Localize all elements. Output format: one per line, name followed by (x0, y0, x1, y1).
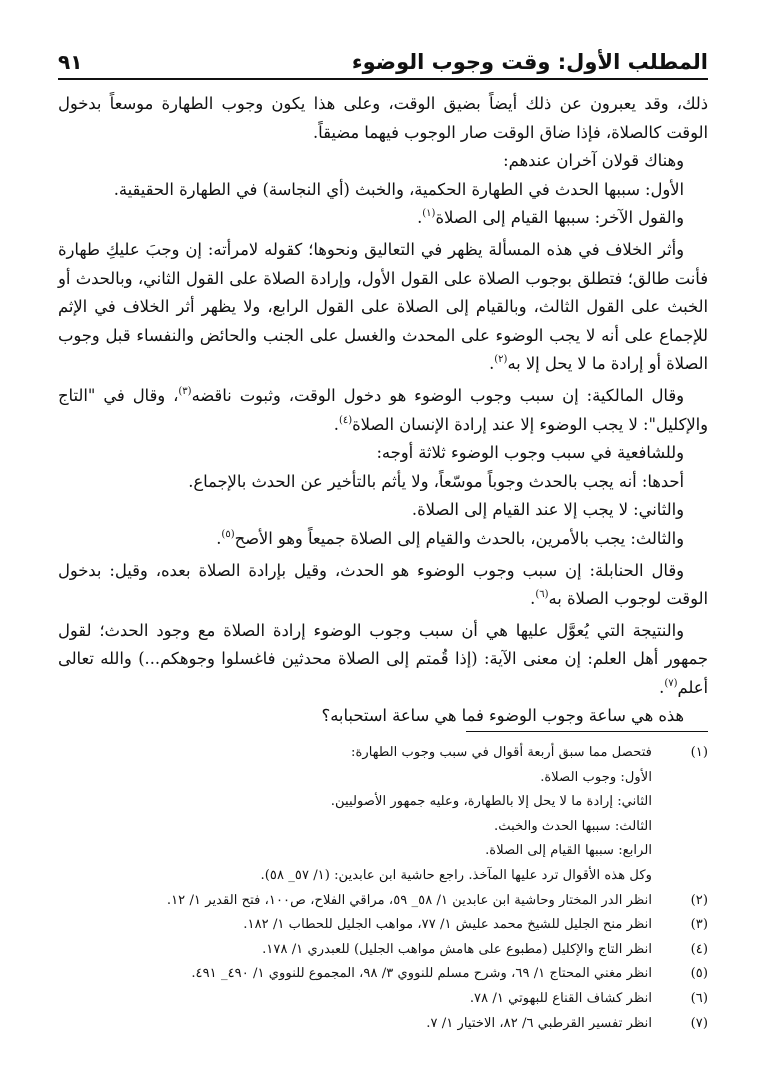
footnote-text: انظر منح الجليل للشيخ محمد عليش ١/ ٧٧، مواهب الجليل للحطاب ١/ ١٨٢. (243, 917, 652, 933)
footnote-text: انظر كشاف القناع للبهوتي ١/ ٧٨. (469, 990, 652, 1006)
footnote-text: انظر التاج والإكليل (مطبوع على هامش مواهب الجليل) للعبدري ١/ ١٧٨. (262, 941, 652, 957)
paragraph: ذلك، وقد يعبرون عن ذلك أيضاً بضيق الوقت، وعلى هذا يكون وجوب الطهارة موسعاً بدخول الوقت كالصلاة، فإذا ضاق الوقت صار الوجوب فيهما مضيقاً. (58, 94, 708, 142)
footnote-separator (466, 731, 708, 732)
footnote (58, 741, 708, 766)
footnote-number: (٦) (690, 990, 708, 1006)
footnote-number: (٧) (690, 1015, 708, 1031)
footnote-text: انظر تفسير القرطبي ٦/ ٨٢، الاختيار ١/ ٧. (426, 1015, 652, 1031)
footnote-ref[interactable]: (٧) (664, 677, 678, 689)
paragraph: والنتيجة التي يُعوَّل عليها هي أن سبب وجوب الوضوء إرادة الصلاة مع وجود الحدث؛ لقول جمهور أهل العلم: إن معنى الآية: (إذا قُمتم إلى الصلاة محدثين فاغسلوا وجوهكم...) والله تعالى أعلم$^{(٧)}$. (58, 620, 708, 697)
section-title: المطلب الأول: وقت وجوب الوضوء (351, 50, 708, 74)
paragraph: وقال المالكية: إن سبب وجوب الوضوء هو دخول الوقت، وثبوت ناقضه$^{(٣)}$، وقال في "التاج والإكليل": لا يجب الوضوء إلا عند إرادة الإنسان الصلاة$^{(٤)}$. (58, 385, 708, 434)
footnote-number: (٣) (690, 917, 708, 933)
footnote-number: (٥) (690, 966, 708, 982)
paragraph: الأول: سببها الحدث في الطهارة الحكمية، والخبث (أي النجاسة) في الطهارة الحقيقية. (113, 179, 684, 199)
footnote-text: فتحصل مما سبق أربعة أقوال في سبب وجوب الطهارة: (351, 745, 652, 760)
footnote-line: الثاني: إرادة ما لا يحل إلا بالطهارة، وعليه جمهور الأصوليين. (330, 794, 652, 810)
paragraph: والقول الآخر: سببها القيام إلى الصلاة$^{(١)}$. (417, 208, 684, 228)
footnote-ref[interactable]: (٥) (221, 528, 235, 540)
footnote-number: (٢) (690, 892, 708, 908)
footnote-text: انظر الدر المختار وحاشية ابن عابدين ١/ ٥٨_ ٥٩، مراقي الفلاح، ص١٠٠، فتح القدير ١/ ١٢. (166, 892, 652, 908)
paragraph: أحدها: أنه يجب بالحدث وجوباً موسّعاً، ولا يأثم بالتأخير عن الحدث بالإجماع. (188, 471, 684, 491)
footnote-line: وكل هذه الأقوال ترد عليها المآخذ. راجع حاشية ابن عابدين: (١/ ٥٧_ ٥٨). (260, 867, 652, 883)
footnote-ref[interactable]: (٦) (535, 589, 549, 601)
footnote (58, 913, 708, 938)
paragraph: والثالث: يجب بالأمرين، بالحدث والقيام إلى الصلاة جميعاً وهو الأصح$^{(٥)}$. (216, 528, 684, 548)
main-text (58, 90, 708, 731)
footnotes (58, 741, 708, 1036)
footnote (58, 938, 708, 963)
running-header (58, 44, 708, 80)
footnote-ref[interactable]: (١) (422, 208, 436, 220)
paragraph: هذه هي ساعة وجوب الوضوء فما هي ساعة استحبابه؟ (321, 706, 684, 726)
footnote-line: الرابع: سببها القيام إلى الصلاة. (485, 843, 652, 859)
footnote-number: (٤) (690, 941, 708, 957)
footnote (58, 987, 708, 1012)
footnote-ref[interactable]: (٣) (178, 385, 192, 397)
paragraph: وأثر الخلاف في هذه المسألة يظهر في التعاليق ونحوها؛ كقوله لامرأته: إن وجبَ عليكِ طهارة فأنت طالق؛ فتطلق بوجوب الصلاة على القول الأول، وإرادة الصلاة على القول الثاني، وبالحدث أو الخبث على القول الثالث، وبالقيام إلى الصلاة على القول الرابع، ولا يظهر أثر الخلاف في الإثم للإجماع على أنه لا يجب الوضوء على المحدث والغسل على الجنب والحائض والنفساء قبل وجوب الصلاة أو إرادة ما لا يحل إلا به$^{(٢)}$. (58, 239, 708, 374)
paragraph: وللشافعية في سبب وجوب الوضوء ثلاثة أوجه: (376, 443, 684, 463)
footnote (58, 889, 708, 914)
paragraph: وقال الحنابلة: إن سبب وجوب الوضوء هو الحدث، وقيل بإرادة الصلاة بعده، وقيل: بدخول الوقت لوجوب الصلاة به$^{(٦)}$. (58, 560, 708, 609)
footnote-ref[interactable]: (٢) (494, 354, 508, 366)
footnote-text: انظر مغني المحتاج ١/ ٦٩، وشرح مسلم للنووي ٣/ ٩٨، المجموع للنووي ١/ ٤٩٠_ ٤٩١. (191, 966, 652, 982)
footnote-ref[interactable]: (٤) (338, 414, 353, 426)
footnote-line: الأول: وجوب الصلاة. (540, 769, 652, 785)
paragraph: وهناك قولان آخران عندهم: (503, 151, 684, 171)
footnote-line: الثالث: سببها الحدث والخبث. (494, 818, 652, 834)
footnote (58, 1012, 708, 1037)
footnote-number: (١) (690, 745, 708, 760)
paragraph: والثاني: لا يجب إلا عند القيام إلى الصلاة. (411, 500, 684, 520)
footnote (58, 962, 708, 987)
page-number: ٩١ (58, 50, 83, 74)
